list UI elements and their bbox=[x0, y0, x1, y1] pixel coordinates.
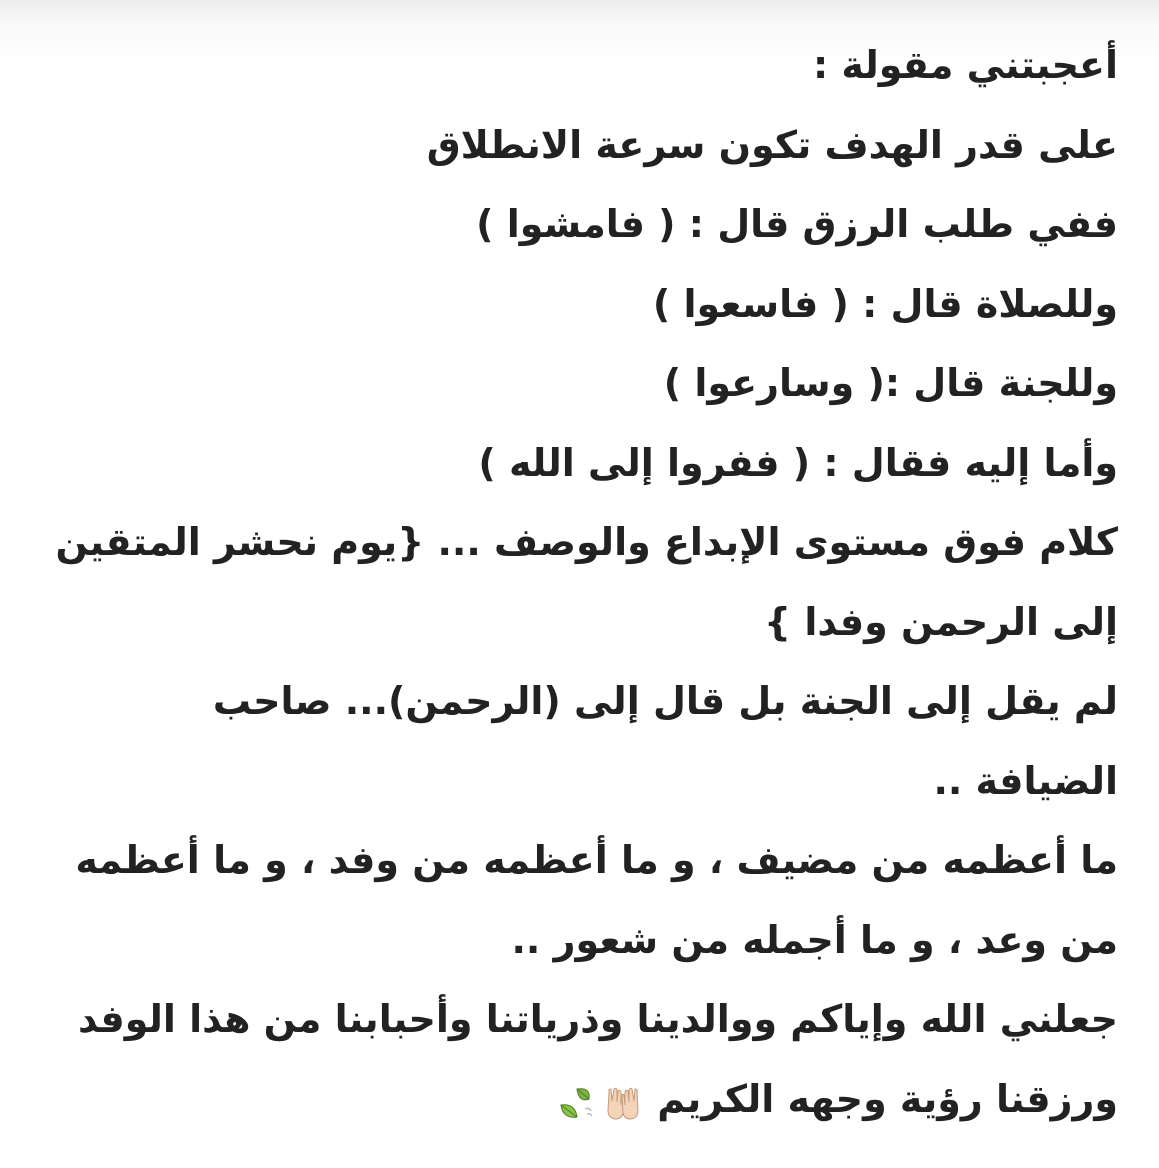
note-line-7: كلام فوق مستوى الإبداع والوصف ... {يوم نحشر المتقين bbox=[55, 520, 1118, 564]
note-line-8: إلى الرحمن وفدا } bbox=[764, 599, 1118, 644]
note-line-12: من وعد ، و ما أجمله من شعور .. bbox=[511, 917, 1118, 962]
note-line-10: الضيافة .. bbox=[933, 758, 1118, 803]
note-line-9: لم يقل إلى الجنة بل قال إلى (الرحمن)... صاحب bbox=[212, 679, 1118, 723]
note-line-14 bbox=[30, 1060, 1118, 1141]
note-line-13: جعلني الله وإياكم ووالدينا وذرياتنا وأحبابنا من هذا الوفد bbox=[77, 997, 1118, 1041]
note-line-1: أعجبتني مقولة : bbox=[812, 43, 1118, 87]
note-line-11: ما أعظمه من مضيف ، و ما أعظمه من وفد ، و ما أعظمه bbox=[75, 838, 1118, 882]
note-line-3: ففي طلب الرزق قال : ( فامشوا ) bbox=[476, 202, 1118, 246]
emoji-row bbox=[547, 1061, 643, 1141]
note-line-6: وأما إليه فقال : ( ففروا إلى الله ) bbox=[478, 440, 1118, 485]
note-line-14-text: ورزقنا رؤية وجهه الكريم bbox=[657, 1076, 1118, 1121]
note-line-5: وللجنة قال :( وسارعوا ) bbox=[663, 361, 1118, 405]
palms-up-together-icon bbox=[603, 1083, 643, 1123]
leaves-fluttering-icon bbox=[555, 1083, 595, 1123]
note-line-2: على قدر الهدف تكون سرعة الانطلاق bbox=[426, 122, 1118, 167]
note-body bbox=[30, 26, 1118, 1156]
note-line-4: وللصلاة قال : ( فاسعوا ) bbox=[652, 281, 1118, 326]
